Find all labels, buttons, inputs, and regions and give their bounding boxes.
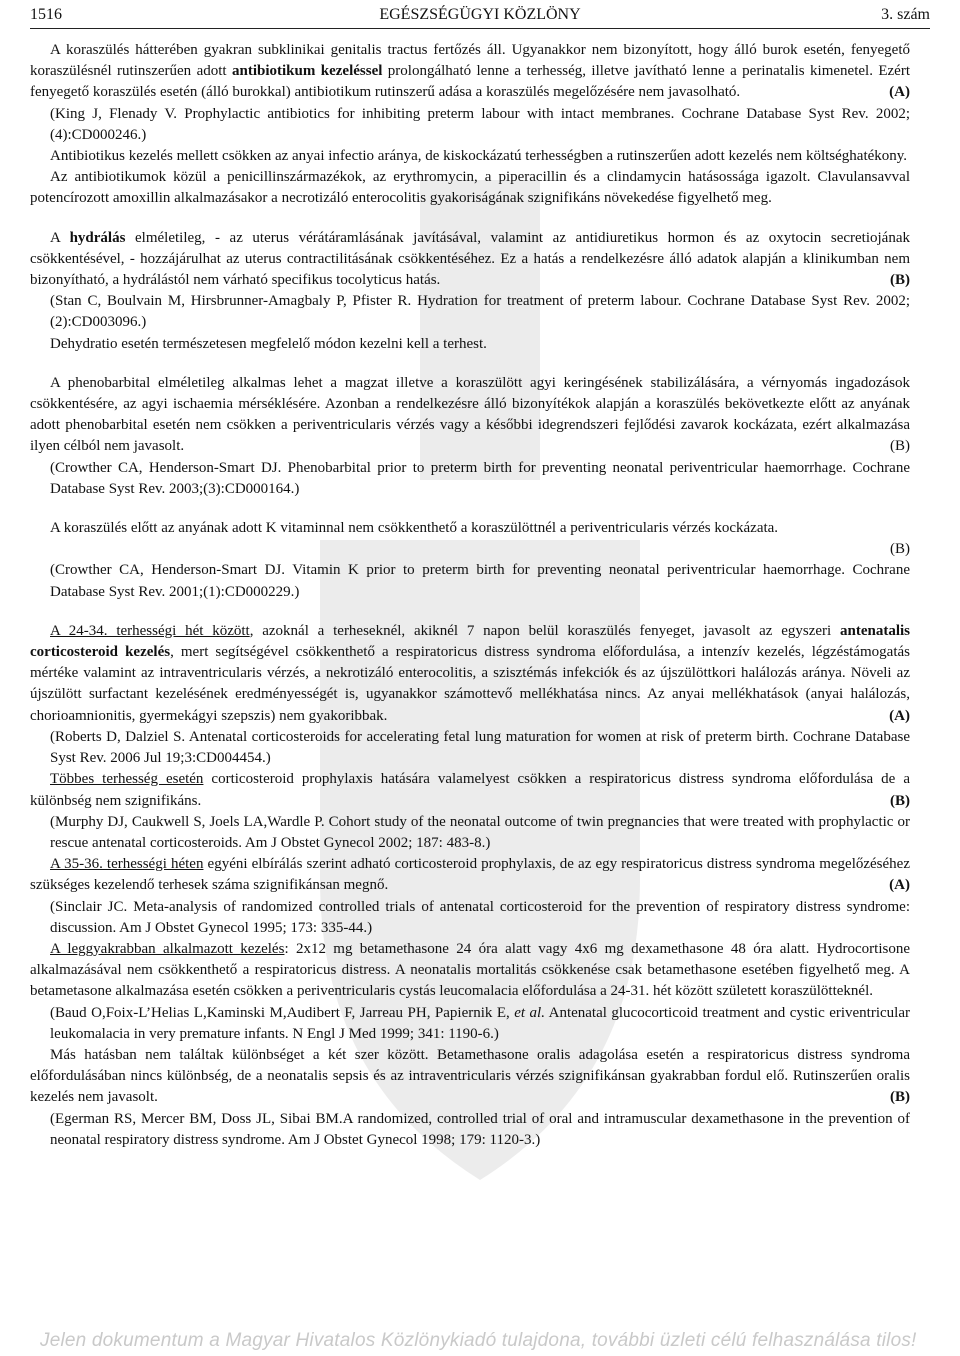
paragraph-note: Dehydratio esetén természetesen megfelelő módon kezelni kell a terhest. bbox=[50, 335, 487, 352]
page-header bbox=[30, 6, 930, 29]
journal-title: EGÉSZSÉGÜGYI KÖZLÖNY bbox=[379, 6, 581, 23]
issue-number: 3. szám bbox=[881, 6, 930, 23]
paragraph-hydration: A hydrálás elméletileg, - az uterus vérátáramlásának javításával, valamint az antidiuretikus hormon és az oxytocin secretiojának csökkentésével, - hozzájárulhat az uterus contractilitásának csökkentéséhez. Ez a hatás a rendelkezésre álló adatok alapján a klinikumban nem bizonyítható, a hydrálástól nem várható specifikus tocolyticus hatás. (B) bbox=[30, 228, 910, 292]
paragraph-antibiotics: A koraszülés hátterében gyakran subklinikai genitalis tractus fertőzés áll. Ugyanakkor nem bizonyított, hogy álló burok esetén, fenyegető koraszülésnél rutinszerűen adott antibiotikum kezeléssel prolongálható lenne a terhesség, illetve javítható lenne a perinatalis kimenetel. Ezért fenyegető koraszülés esetén (álló burokkal) antibiotikum rutinszerű adása a koraszülés megelőzésére nem javasolható. (A) bbox=[30, 40, 910, 104]
evidence-grade: (B) bbox=[890, 541, 910, 558]
evidence-grade: (B) bbox=[890, 438, 910, 455]
evidence-grade: (A) bbox=[889, 707, 910, 724]
evidence-grade: (B) bbox=[890, 792, 910, 809]
paragraph-multiple-pregnancy: Többes terhesség esetén corticosteroid prophylaxis hatására valamelyest csökken a respiratoricus distress syndroma előfordulása de a különbség nem szignifikáns. (B) bbox=[30, 769, 910, 811]
evidence-grade: (B) bbox=[890, 1089, 910, 1106]
reference: (Baud O,Foix-L’Helias L,Kaminski M,Audibert F, Jarreau PH, Papiernik E, et al. Antenatal glucocorticoid treatment and cystic eriventricular leukomalacia in very premature infants. N Engl J Med 1999; 341: 1190-6.) bbox=[50, 1004, 910, 1042]
reference: (Egerman RS, Mercer BM, Doss JL, Sibai BM.A randomized, controlled trial of oral and intramuscular dexamethasone in the prevention of neonatal respiratory distress syndrome. Am J Obstet Gynecol 1998; 179: 1120-3.) bbox=[50, 1110, 910, 1148]
evidence-grade: (A) bbox=[889, 84, 910, 101]
paragraph-35-36-weeks: A 35-36. terhességi héten egyéni elbírálás szerint adható corticosteroid prophylaxis, de az egy respiratoricus distress syndroma megelőzéséhez szükséges kezelendő terhesek száma szignifikánsan megnő. (A) bbox=[30, 854, 910, 896]
paragraph-note: Más hatásban nem találtak különbséget a két szer között. Betamethasone oralis adagolása esetén a respiratoricus distress syndroma előfordulásában nincs különbség, de a neonatalis sepsis és az intraventricularis vérzés szignifikánsan gyakrabban fordul elő. Rutinszerűen oralis kezelés nem javasolt. (B) bbox=[30, 1045, 910, 1109]
paragraph-common-treatment: A leggyakrabban alkalmazott kezelés: 2x12 mg betamethasone 24 óra alatt vagy 4x6 mg dexamethasone 48 óra alatt. Hydrocortisone alkalmazásával nem csökkenthető a respiratoricus distress. A neonatalis mortalitás csökkenése csak betamethasone esetében figyelhető meg. A betametasone alkalmazása esetén csökken a periventricularis cystás leucomalacia előfordulása a 24-31. hét között született koraszülötteknél. bbox=[30, 940, 910, 1000]
paragraph-phenobarbital: A phenobarbital elméletileg alkalmas lehet a magzat illetve a koraszülött agyi keringésének stabilizálására, a vérnyomás ingadozások csökkentésére, az agyi ischaemia mérséklésére. Azonban a rendelkezésre álló bizonyítékok alapján a koraszülés bekövetkezte előtt az anyának adott phenobarbital esetén nem csökken a periventricularis vérzés vagy a későbbi idegrendszeri fejlődési zavarok kockázata, ezért alkalmazása ilyen célból nem javasolt. (B) bbox=[30, 373, 910, 458]
reference: (Murphy DJ, Caukwell S, Joels LA,Wardle P. Cohort study of the neonatal outcome of twin pregnancies that were treated with prophylactic or rescue antenatal corticosteroids. Am J Obstet Gynecol 2002; 187: 483-8.) bbox=[50, 813, 910, 851]
reference: (Crowther CA, Henderson-Smart DJ. Vitamin K prior to preterm birth for preventing neonatal periventricular haemorrhage. Cochrane Database Syst Rev. 2001;(1):CD000229.) bbox=[50, 562, 910, 600]
paragraph-note: Antibiotikus kezelés mellett csökken az anyai infectio aránya, de kiskockázatú terhességben a rutinszerűen adott kezelés nem költséghatékony. bbox=[50, 148, 908, 165]
reference: (Roberts D, Dalziel S. Antenatal corticosteroids for accelerating fetal lung maturation for women at risk of preterm birth. Cochrane Database Syst Rev. 2006 Jul 19;3:CD004454.) bbox=[50, 728, 910, 767]
reference: (King J, Flenady V. Prophylactic antibiotics for inhibiting preterm labour with intact membranes. Cochrane Database Syst Rev. 2002;(4):CD000246.) bbox=[50, 105, 910, 143]
evidence-grade: (A) bbox=[889, 877, 910, 894]
paragraph-vitamin-k: A koraszülés előtt az anyának adott K vitaminnal nem csökkenthető a koraszülöttnél a periventricularis vérzés kockázata. bbox=[50, 520, 779, 537]
evidence-grade: (B) bbox=[890, 272, 910, 289]
document-body bbox=[30, 40, 910, 1151]
ownership-watermark-footer: Jelen dokumentum a Magyar Hivatalos Közlönykiadó tulajdona, további üzleti célú felhasználása tilos! bbox=[40, 1330, 917, 1351]
page-number: 1516 bbox=[30, 6, 62, 23]
paragraph-corticosteroid: A 24-34. terhességi hét között, azoknál a terheseknél, akiknél 7 napon belül koraszülés fenyeget, javasolt az egyszeri antenatalis corticosteroid kezelés, mert segítségével csökkenthető a respiratoricus distress syndroma előfordulása, a intenzív kezelés, légzéstámogatás mértéke valamint az intraventricularis vérzés, a nekrotizáló enterocolitis, a szisztémás infekciók és az újszülöttkori halálozás aránya. Növeli az újszülött surfactant kezelésének eredményességét is, ugyanakkor számottevő mellékhatása nincs. Az anyai mellékhatások (anyai halálozás, chorioamnionitis, gyermekágyi szepszis) nem gyakoribbak. (A) bbox=[30, 621, 910, 727]
reference: (Stan C, Boulvain M, Hirsbrunner-Amagbaly P, Pfister R. Hydration for treatment of preterm labour. Cochrane Database Syst Rev. 2002;(2):CD003096.) bbox=[50, 293, 910, 331]
reference: (Sinclair JC. Meta-analysis of randomized controlled trials of antenatal corticosteroid for the prevention of respiratory distress syndrome: discussion. Am J Obstet Gynecol 1995; 173: 335-44.) bbox=[50, 898, 910, 936]
reference: (Crowther CA, Henderson-Smart DJ. Phenobarbital prior to preterm birth for preventing neonatal periventricular haemorrhage. Cochrane Database Syst Rev. 2003;(3):CD000164.) bbox=[50, 459, 910, 497]
paragraph-note: Az antibiotikumok közül a penicillinszármazékok, az erythromycin, a piperacillin és a clindamycin hatásossága igazolt. Clavulansavval potencírozott amoxillin alkalmazásakor a necrotizáló enterocolitis gyakoriságának szignifikáns növekedése figyelhető meg. bbox=[30, 169, 910, 207]
